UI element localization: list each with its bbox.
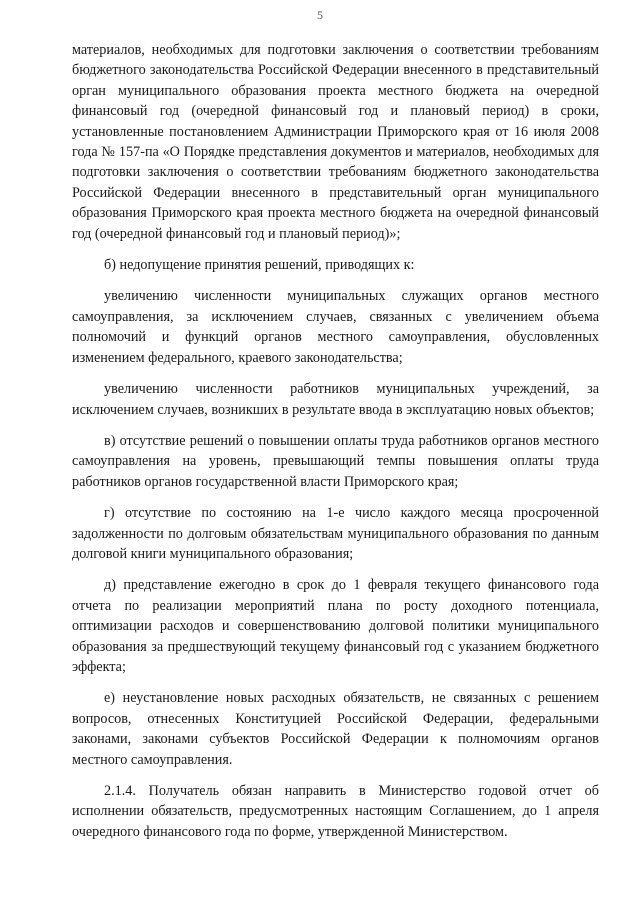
paragraph-b: б) недопущение принятия решений, приводящих к: [104, 257, 415, 274]
paragraph-g: г) отсутствие по состоянию на 1-е число каждого месяца просроченной задолженности по долговым обязательствам муниципального образования по данным долговой книги муниципального образования; [72, 505, 599, 562]
paragraph-b-item-1: увеличению численности муниципальных служащих органов местного самоуправления, за исключением случаев, связанных с увеличением объема полномочий и функций органов местного самоуправления, обусловленных изменением федерального, краевого законодательства; [72, 288, 599, 366]
paragraph-continuation: материалов, необходимых для подготовки заключения о соответствии требованиям бюджетного законодательства Российской Федерации внесенного в представительный орган муниципального образования проекта местного бюджета на очередной финансовый год (очередной финансовый год и плановый период) в сроки, установленные постановлением Администрации Приморского края от 16 июля 2008 года № 157-па «О Порядке представления документов и материалов, необходимых для подготовки заключения о соответствии требованиям бюджетного законодательства Российской Федерации внесенного в представительный орган муниципального образования Приморского края проекта местного бюджета на очередной финансовый год (очередной финансовый год и плановый период)»; [72, 42, 599, 242]
paragraph-e: е) неустановление новых расходных обязательств, не связанных с решением вопросов, отнесенных Конституцией Российской Федерации, федеральными законами, законами субъектов Российской Федерации к полномочиям органов местного самоуправления. [72, 690, 599, 768]
paragraph-b-item-2: увеличению численности работников муниципальных учреждений, за исключением случаев, возникших в результате ввода в эксплуатацию новых объектов; [72, 381, 599, 418]
paragraph-d: д) представление ежегодно в срок до 1 февраля текущего финансового года отчета по реализации мероприятий плана по росту доходного потенциала, оптимизации расходов и совершенствованию долговой политики муниципального образования за предшествующий текущему финансовый год с указанием бюджетного эффекта; [72, 577, 599, 675]
paragraph-v: в) отсутствие решений о повышении оплаты труда работников органов местного самоуправления на уровень, превышающий темпы повышения оплаты труда работников органов государственной власти Приморского края; [72, 432, 599, 490]
paragraph-2-1-4: 2.1.4. Получатель обязан направить в Министерство годовой отчет об исполнении обязательств, предусмотренных настоящим Соглашением, до 1 апреля очередного финансового года по форме, утвержденной Министерством. [72, 783, 599, 840]
page-number: 5 [317, 8, 323, 22]
document-body [72, 40, 599, 853]
